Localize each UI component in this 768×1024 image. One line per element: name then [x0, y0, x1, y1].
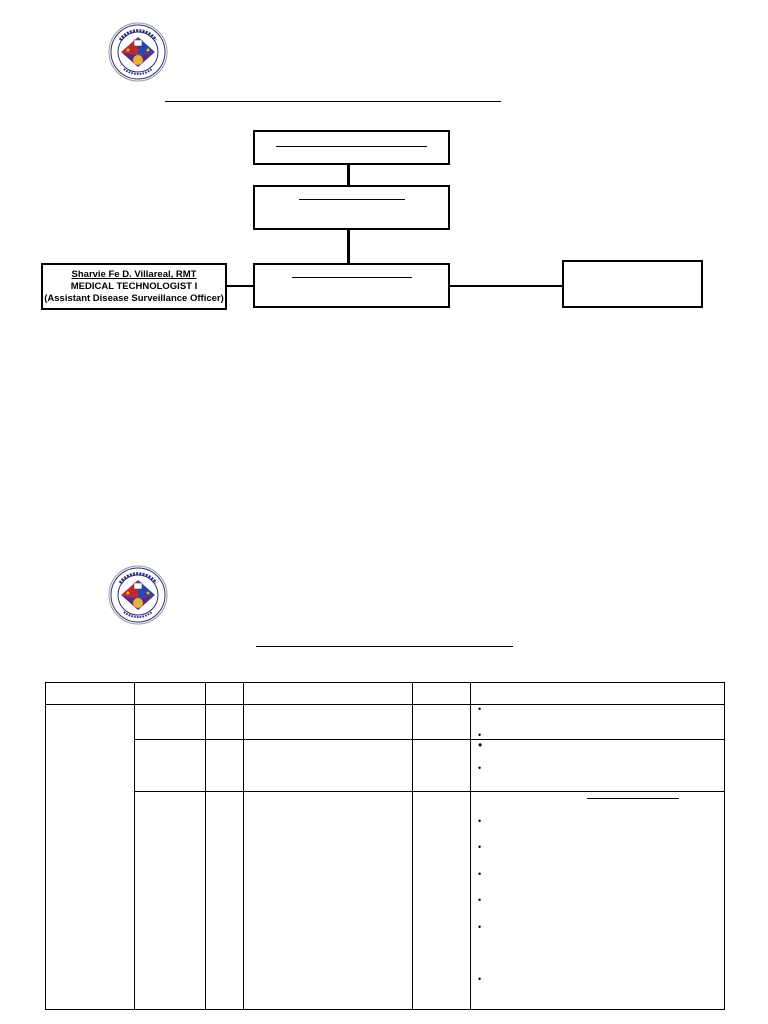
org-box-center-name-line [292, 277, 412, 278]
table-row [46, 740, 725, 792]
org-connector-2 [347, 230, 350, 263]
bullet-icon: • [478, 704, 482, 714]
table-cell [413, 740, 471, 792]
table-cell [471, 705, 725, 740]
municipal-seal-icon [108, 22, 168, 82]
org-box-right [562, 260, 703, 308]
table-cell [471, 740, 725, 792]
bullet-icon: • [478, 922, 482, 932]
bullet-icon: • [478, 842, 482, 852]
org-box-center [253, 263, 450, 308]
table-header-cell [46, 683, 135, 705]
table-cell [413, 705, 471, 740]
responsibility-table [45, 682, 725, 1010]
table-header-cell [244, 683, 413, 705]
bullet-icon: • [478, 730, 482, 740]
assistant-officer-position: MEDICAL TECHNOLOGIST I [70, 281, 198, 292]
bullet-icon: • [478, 974, 482, 984]
org-box-head-name-line [276, 146, 427, 147]
table-cell [135, 705, 206, 740]
bullet-icon: • [478, 869, 482, 879]
table-cell [244, 705, 413, 740]
table-cell [471, 792, 725, 1010]
table-header-cell [471, 683, 725, 705]
assistant-officer-role: (Assistant Disease Surveillance Officer) [44, 293, 224, 304]
table-cell [46, 705, 135, 1010]
table-cell [206, 705, 244, 740]
org-connector-right [450, 285, 562, 287]
municipal-seal-icon [108, 565, 168, 625]
table-row [46, 792, 725, 1010]
table-cell [244, 792, 413, 1010]
document-title-line [165, 101, 501, 102]
table-header-cell [135, 683, 206, 705]
table-cell [244, 740, 413, 792]
org-box-assistant-officer [41, 263, 227, 310]
table-cell [206, 792, 244, 1010]
table-header-row [46, 683, 725, 705]
bullet-icon: • [478, 816, 482, 826]
cell-underline [587, 798, 679, 799]
table-header-cell [413, 683, 471, 705]
org-box-middle [253, 185, 450, 230]
assistant-officer-name: Sharvie Fe D. Villareal, RMT [71, 269, 197, 280]
bullet-icon: • [478, 763, 482, 773]
table-title-line [256, 646, 513, 647]
bullet-icon: • [478, 895, 482, 905]
table-cell [135, 792, 206, 1010]
bullet-icon: • [478, 738, 483, 752]
table-cell [413, 792, 471, 1010]
org-connector-1 [347, 165, 350, 185]
org-connector-left [226, 285, 253, 287]
table-row [46, 705, 725, 740]
org-box-middle-name-line [299, 199, 405, 200]
org-box-head [253, 130, 450, 165]
table-header-cell [206, 683, 244, 705]
table-cell [206, 740, 244, 792]
table-cell [135, 740, 206, 792]
